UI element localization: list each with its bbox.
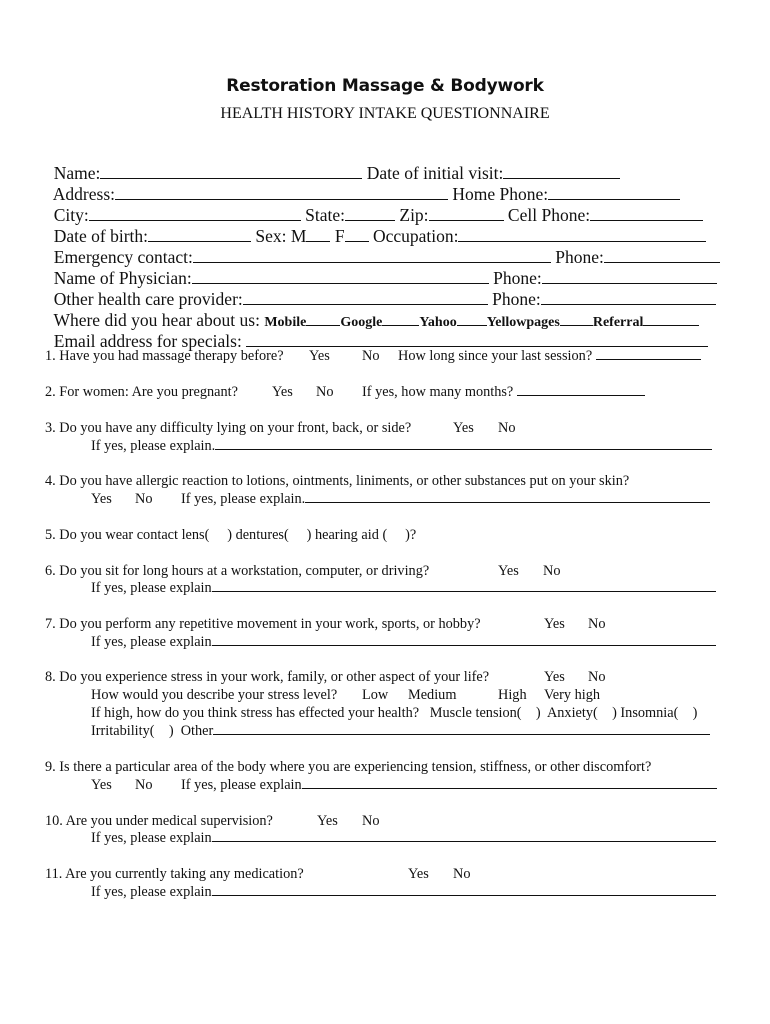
question-5: 5. Do you wear contact lens( ) dentures( ) hearing aid ( )?: [45, 527, 417, 543]
q8-effect: If high, how do you think stress has effected your health? Muscle tension( ) Anxiety( ) Insomnia( ): [91, 705, 698, 721]
form-title: Restoration Massage & Bodywork: [226, 76, 544, 96]
q8-level-label: How would you describe your stress level?: [91, 687, 338, 703]
question-7: 7. Do you perform any repetitive movement in your work, sports, or hobby?: [45, 616, 481, 632]
q10-explain: [91, 829, 716, 847]
emergency-phone-label: Phone:: [555, 247, 604, 267]
q11-explain: [91, 883, 716, 901]
q11-explain-label: If yes, please explain: [91, 884, 212, 900]
q3-explain: [91, 437, 712, 455]
sex-f-label: F: [334, 226, 345, 246]
question-2: 2. For women: Are you pregnant?: [45, 384, 238, 400]
question-1: 1. Have you had massage therapy before?: [45, 348, 284, 364]
name-label: Name:: [53, 163, 101, 183]
email-field[interactable]: [246, 332, 708, 347]
date-initial-label: Date of initial visit:: [366, 163, 504, 183]
q2-yes[interactable]: Yes: [272, 384, 293, 400]
q8-medium[interactable]: Medium: [408, 687, 457, 703]
zip-label: Zip:: [399, 205, 429, 225]
google-option: Google: [340, 315, 383, 330]
other-provider-phone-label: Phone:: [492, 289, 541, 309]
q2-no[interactable]: No: [316, 384, 334, 400]
q2-months: [362, 383, 645, 401]
q4-explain-label: If yes, please explain.: [181, 491, 306, 507]
q6-yes[interactable]: Yes: [498, 563, 519, 579]
other-provider-label: Other health care provider:: [53, 289, 243, 309]
q4-explain-field[interactable]: [305, 490, 710, 503]
q6-explain-label: If yes, please explain: [91, 580, 212, 596]
q3-explain-label: If yes, please explain.: [91, 438, 216, 454]
hear-about-label: Where did you hear about us:: [53, 310, 260, 330]
yahoo-option: Yahoo: [419, 315, 457, 330]
home-phone-label: Home Phone:: [452, 184, 549, 204]
q10-no[interactable]: No: [362, 813, 380, 829]
q3-explain-field[interactable]: [215, 437, 712, 450]
q6-no[interactable]: No: [543, 563, 561, 579]
q9-no[interactable]: No: [135, 777, 153, 793]
state-label: State:: [305, 205, 345, 225]
q8-other: [91, 722, 710, 740]
question-9: 9. Is there a particular area of the body where you are experiencing tension, stiffness, or other discomfort?: [45, 759, 652, 775]
q7-explain-field[interactable]: [212, 633, 716, 646]
physician-phone-label: Phone:: [493, 268, 542, 288]
q4-no[interactable]: No: [135, 491, 153, 507]
q2-months-label: If yes, how many months?: [362, 384, 514, 400]
q1-last-session-label: How long since your last session?: [398, 348, 593, 364]
q9-explain-field[interactable]: [302, 776, 717, 789]
q11-explain-field[interactable]: [212, 883, 716, 896]
q9-yes[interactable]: Yes: [91, 777, 112, 793]
q6-explain-field[interactable]: [212, 579, 716, 592]
q7-yes[interactable]: Yes: [544, 616, 565, 632]
q10-yes[interactable]: Yes: [317, 813, 338, 829]
q4-yes[interactable]: Yes: [91, 491, 112, 507]
question-8: 8. Do you experience stress in your work, family, or other aspect of your life?: [45, 669, 490, 685]
occupation-label: Occupation:: [372, 226, 459, 246]
q2-months-field[interactable]: [517, 383, 645, 396]
emergency-label: Emergency contact:: [53, 247, 193, 267]
form-subtitle: HEALTH HISTORY INTAKE QUESTIONNAIRE: [220, 105, 550, 122]
q10-explain-field[interactable]: [212, 829, 716, 842]
q11-yes[interactable]: Yes: [408, 866, 429, 882]
q8-yes[interactable]: Yes: [544, 669, 565, 685]
question-10: 10. Are you under medical supervision?: [45, 813, 273, 829]
q11-no[interactable]: No: [453, 866, 471, 882]
email-label: Email address for specials:: [53, 331, 242, 351]
question-3: 3. Do you have any difficulty lying on your front, back, or side?: [45, 420, 412, 436]
q8-other-field[interactable]: [213, 722, 710, 735]
question-4: 4. Do you have allergic reaction to lotions, ointments, liniments, or other substances put on your skin?: [45, 473, 630, 489]
q1-no[interactable]: No: [362, 348, 380, 364]
question-11: 11. Are you currently taking any medication?: [45, 866, 304, 882]
mobile-option: Mobile: [264, 315, 307, 330]
q9-explain: [181, 776, 717, 794]
q4-explain: [181, 490, 710, 508]
q7-no[interactable]: No: [588, 616, 606, 632]
dob-label: Date of birth:: [53, 226, 149, 246]
q8-other-label: Irritability( ) Other: [91, 723, 214, 739]
q3-no[interactable]: No: [498, 420, 516, 436]
question-6: 6. Do you sit for long hours at a workstation, computer, or driving?: [45, 563, 430, 579]
q8-high[interactable]: High: [498, 687, 527, 703]
q3-yes[interactable]: Yes: [453, 420, 474, 436]
yellowpages-option: Yellowpages: [486, 315, 560, 330]
q6-explain: [91, 579, 716, 597]
referral-option: Referral: [592, 315, 644, 330]
q1-last-session: [398, 347, 701, 365]
q1-yes[interactable]: Yes: [309, 348, 330, 364]
q9-explain-label: If yes, please explain: [181, 777, 302, 793]
q8-low[interactable]: Low: [362, 687, 389, 703]
sex-m-label: Sex: M: [255, 226, 307, 246]
q8-no[interactable]: No: [588, 669, 606, 685]
q1-last-session-field[interactable]: [596, 347, 701, 360]
q8-very-high[interactable]: Very high: [544, 687, 600, 703]
q10-explain-label: If yes, please explain: [91, 830, 212, 846]
q7-explain-label: If yes, please explain: [91, 634, 212, 650]
address-label: Address:: [52, 184, 116, 204]
cell-phone-label: Cell Phone:: [507, 205, 591, 225]
physician-label: Name of Physician:: [53, 268, 192, 288]
city-label: City:: [53, 205, 89, 225]
q7-explain: [91, 633, 716, 651]
email-row: [45, 311, 708, 351]
